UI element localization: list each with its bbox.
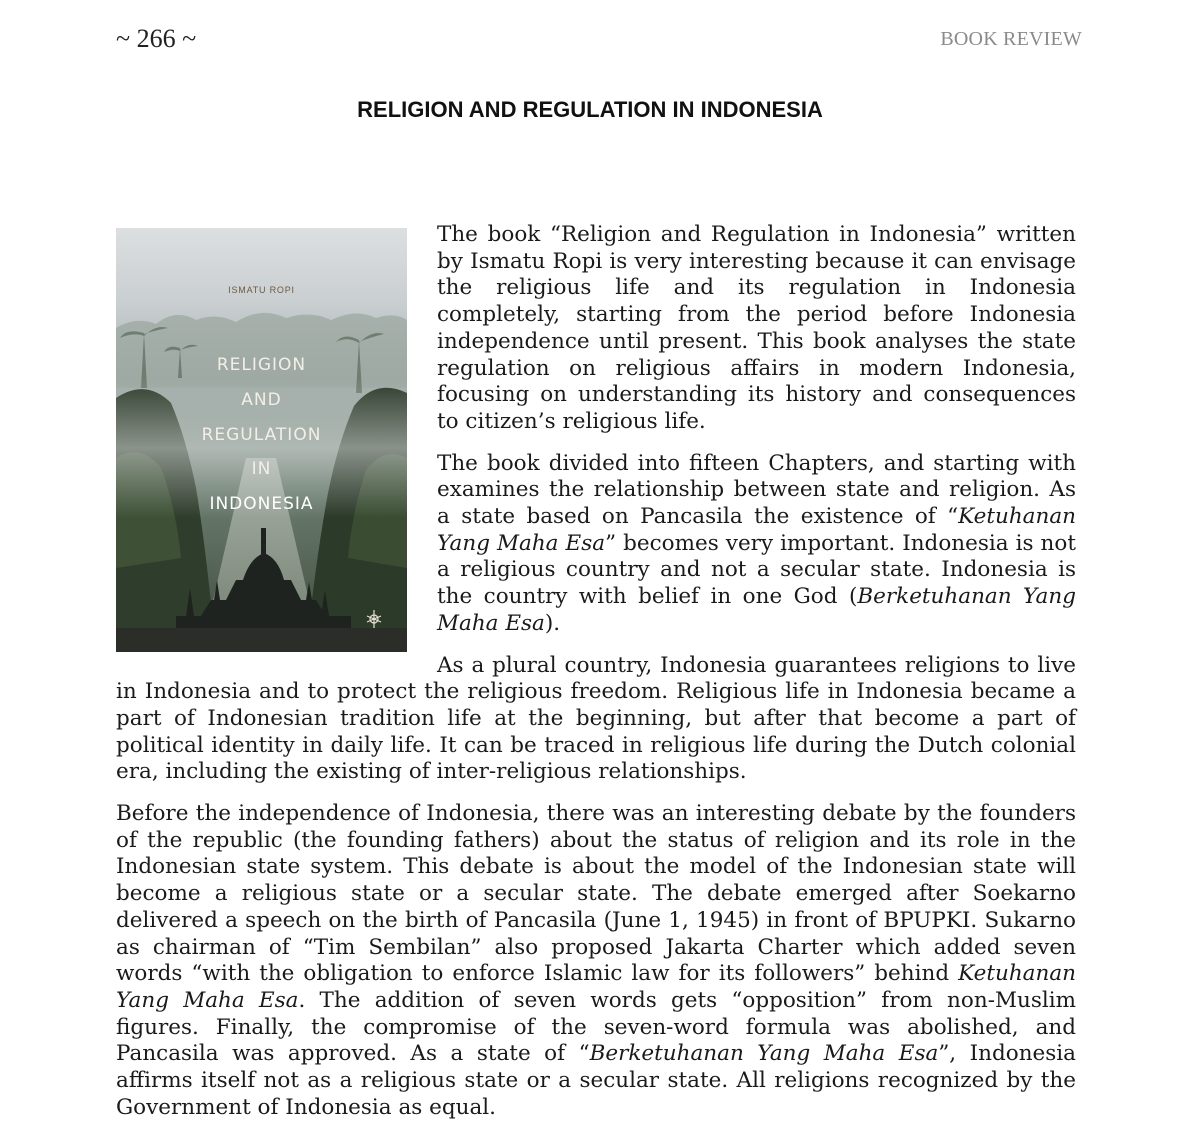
italic-term: Ketuhanan Yang Maha Esa	[116, 961, 1076, 1013]
cover-title-line: INDONESIA	[209, 494, 314, 515]
book-cover-image	[116, 228, 407, 652]
text-run: The book divided into fifteen Chapters, and starting with examines the relationship between state and religion. As a state based on Pancasila the existence of “	[437, 450, 1076, 530]
italic-term: Ketuhanan Yang Maha Esa	[437, 504, 1076, 556]
page-header	[116, 24, 1082, 58]
text-run: ” becomes very important. Indonesia is not a religious country and not a secular state. Indonesia is the country with belief in one God (	[437, 530, 1076, 610]
publisher-logo-icon	[363, 608, 385, 630]
text-run: ”, Indonesia affirms itself not as a religious state or a secular state. All religions recognized by the Government of Indonesia as equal.	[116, 1041, 1076, 1120]
text-run: ).	[544, 610, 561, 636]
paragraph	[116, 801, 1076, 1121]
cover-title-line: IN	[251, 459, 272, 480]
cover-title-line: AND	[241, 389, 282, 410]
cover-author: ISMATU ROPI	[228, 285, 295, 295]
cover-title	[116, 348, 407, 522]
cover-title-line: RELIGION	[216, 355, 307, 375]
paragraph: The book “Religion and Regulation in Indonesia” written by Ismatu Ropi is very interesting because it can envisage the religious life and its regulation in Indonesia completely, starting from the period before Indonesia independence until present. This book analyses the state regulation on religious affairs in modern Indonesia, focusing on understanding its history and consequences to citizen’s religious life.	[437, 222, 1076, 434]
article-body	[116, 222, 1076, 1137]
text-run: Before the independence of Indonesia, there was an interesting debate by the founders of the republic (the founding fathers) about the status of religion and its role in the Indonesian state system. This debate is about the model of the Indonesian state will become a religious state or a secular state. The debate emerged after Soekarno delivered a speech on the birth of Pancasila (June 1, 1945) in front of BPUPKI. Sukarno as chairman of “Tim Sembilan” also proposed Jakarta Charter which added seven words “with the obligation to enforce Islamic law for its followers” behind	[116, 801, 1076, 987]
text-run: . The addition of seven words gets “opposition” from non-Muslim figures. Finally, the compromise of the seven-word formula was abolished, and Pancasila was approved. As a state of “	[116, 987, 1076, 1067]
page-number: ~ 266 ~	[116, 24, 197, 53]
italic-term: Berketuhanan Yang Maha Esa	[589, 1041, 939, 1067]
italic-term: Berketuhanan Yang Maha Esa	[437, 584, 1076, 636]
section-label: BOOK REVIEW	[940, 28, 1082, 50]
cover-title-line: REGULATION	[201, 424, 322, 445]
article-title: RELIGION AND REGULATION IN INDONESIA	[357, 97, 823, 122]
paragraph: As a plural country, Indonesia guarantees religions to live in Indonesia and to protect the religious freedom. Religious life in Indonesia became a part of Indonesian tradition life at the beginning, but after that become a part of political identity in daily life. It can be traced in religious life during the Dutch colonial era, including the existing of inter-religious relationships.	[116, 652, 1076, 785]
